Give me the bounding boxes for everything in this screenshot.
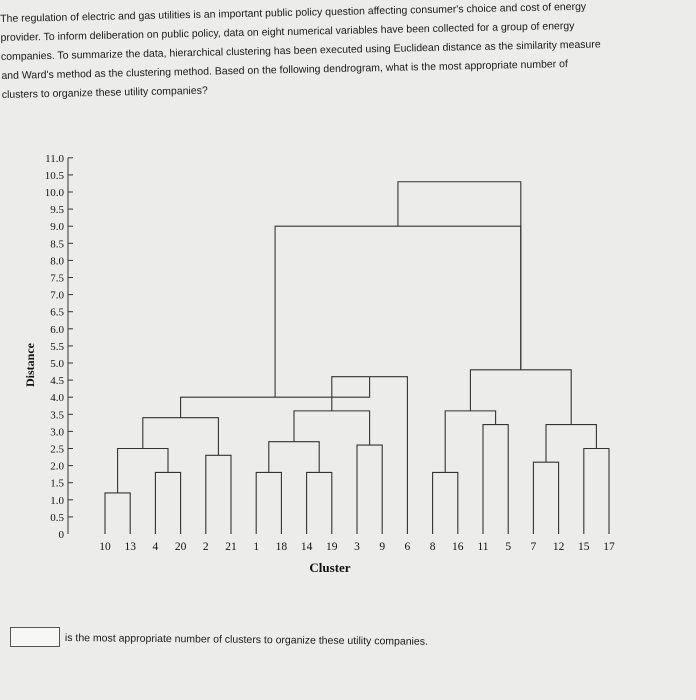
leaf-label: 4 (152, 541, 159, 553)
y-tick-label: 10.0 (44, 187, 64, 199)
dendrogram-link (546, 425, 596, 463)
y-tick-label: 4.0 (50, 392, 64, 405)
answer-input-box[interactable] (10, 627, 60, 647)
dendrogram-chart (0, 130, 696, 580)
dendrogram-link (470, 370, 571, 425)
y-tick-label: 2.5 (50, 443, 64, 456)
answer-row (10, 627, 690, 651)
y-tick-label: 8.0 (50, 255, 64, 268)
dendrogram-link (398, 182, 521, 370)
leaf-label: 19 (326, 541, 338, 553)
y-tick-label: 5.0 (50, 358, 64, 370)
y-tick-label: 9.5 (50, 204, 64, 217)
y-tick-label: 0.5 (50, 511, 64, 524)
leaf-label: 7 (530, 541, 537, 553)
leaf-label: 5 (505, 541, 512, 553)
dendrogram-link (332, 377, 408, 534)
y-tick-label: 9.0 (50, 221, 64, 234)
leaf-label: 2 (202, 541, 209, 553)
leaf-label: 12 (552, 541, 565, 553)
y-axis (45, 153, 73, 541)
y-tick-label: 1.0 (50, 494, 64, 507)
y-tick-label: 1.5 (50, 477, 64, 490)
question-line: and Ward's method as the clustering method. Based on the following dendrogram, what is the most appropriate number of (1, 58, 568, 82)
leaf-label: 18 (275, 541, 288, 553)
dendrogram-link (275, 226, 521, 397)
dendrogram-link (533, 462, 558, 534)
y-tick-label: 6.0 (50, 323, 64, 336)
leaf-label: 16 (452, 541, 464, 553)
question-line: The regulation of electric and gas utilities is an important public policy question affecting consumer's choice and cost of energy (0, 0, 587, 25)
leaf-label: 10 (99, 541, 111, 553)
question-line: clusters to organize these utility companies? (1, 84, 208, 101)
question-line: provider. To inform deliberation on public policy, data on eight numerical variables have been collected for a group of energy (0, 19, 575, 44)
leaf-label: 17 (603, 541, 615, 553)
dendrogram-links (105, 182, 609, 534)
answer-prompt: is the most appropriate number of clusters to organize these utility companies. (64, 632, 428, 648)
y-axis-label: Distance (23, 343, 37, 387)
y-tick-label: 8.5 (50, 238, 64, 251)
y-tick-label: 7.5 (50, 272, 64, 285)
y-tick-label: 4.5 (50, 375, 64, 388)
question-text (0, 0, 692, 105)
dendrogram-link (155, 472, 180, 534)
leaf-labels (99, 541, 615, 553)
leaf-label: 15 (578, 541, 590, 553)
dendrogram-link (206, 455, 231, 534)
dendrogram-link (307, 472, 332, 534)
y-tick-label: 3.5 (50, 409, 64, 422)
dendrogram-link (143, 418, 219, 456)
y-tick-label: 10.5 (44, 169, 64, 182)
y-tick-label: 5.5 (50, 340, 64, 353)
dendrogram-link (357, 445, 382, 534)
y-tick-label: 3.0 (50, 426, 64, 439)
leaf-label: 6 (404, 541, 411, 553)
dendrogram-link (584, 449, 609, 535)
question-line: companies. To summarize the data, hierarchical clustering has been executed using Euclidean distance as the similarity measure (0, 38, 601, 63)
dendrogram-link (433, 472, 458, 534)
y-tick-label: 0 (58, 529, 64, 541)
leaf-label: 8 (429, 541, 436, 553)
leaf-label: 21 (225, 541, 237, 553)
dendrogram-link (445, 411, 495, 473)
leaf-label: 11 (477, 541, 489, 553)
dendrogram-link (256, 472, 281, 534)
leaf-label: 14 (300, 541, 313, 553)
leaf-label: 9 (379, 541, 386, 553)
dendrogram-link (118, 449, 168, 493)
x-axis-label: Cluster (309, 560, 351, 575)
dendrogram-link (105, 493, 130, 534)
y-tick-label: 2.0 (50, 460, 64, 473)
leaf-label: 13 (124, 541, 136, 553)
dendrogram-link (483, 425, 508, 534)
leaf-label: 1 (253, 541, 260, 553)
y-tick-label: 6.5 (50, 306, 64, 319)
leaf-label: 3 (354, 541, 360, 553)
dendrogram-link (294, 411, 370, 445)
y-tick-label: 11.0 (45, 152, 64, 165)
y-tick-label: 7.0 (50, 289, 64, 302)
dendrogram-link (269, 442, 319, 473)
leaf-label: 20 (174, 541, 187, 553)
